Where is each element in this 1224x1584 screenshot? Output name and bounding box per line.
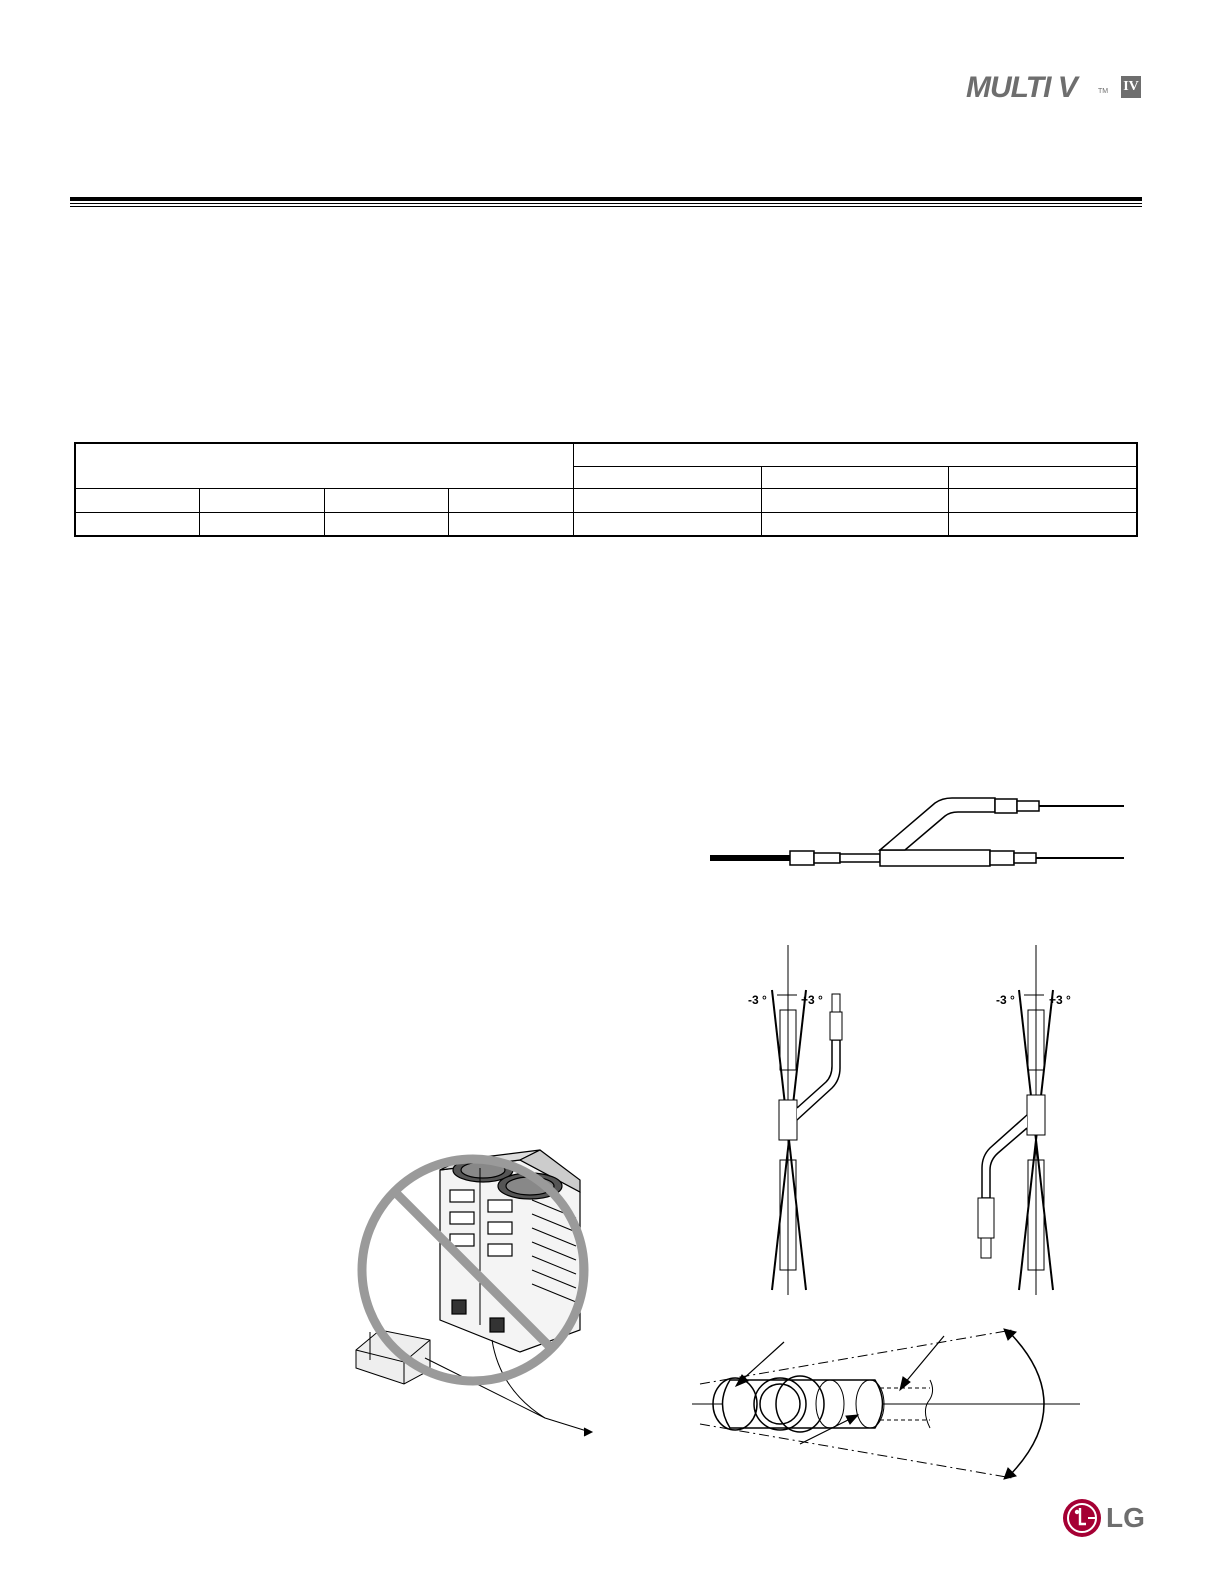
angle-minus-label: -3 ° [748,993,767,1007]
y-branch-pipe-diagram [710,798,1124,866]
trademark-mark: TM [1098,88,1109,95]
multi-v-logo-text: MULTI V [966,71,1077,104]
horizontal-angle-diagram [692,1329,1080,1479]
lg-logo-text: LG [1106,1502,1145,1533]
vertical-tilt-diagram-left [748,945,842,1295]
angle-minus-label: -3 ° [996,993,1015,1007]
lg-face-icon [1062,1498,1102,1538]
outdoor-unit-prohibited-diagram [356,1150,592,1436]
angle-plus-label: +3 ° [801,993,823,1007]
version-badge: IV [1121,76,1141,98]
lg-logo [1062,1498,1144,1538]
vertical-tilt-diagram-right [978,945,1071,1295]
angle-plus-label: +3 ° [1049,993,1071,1007]
